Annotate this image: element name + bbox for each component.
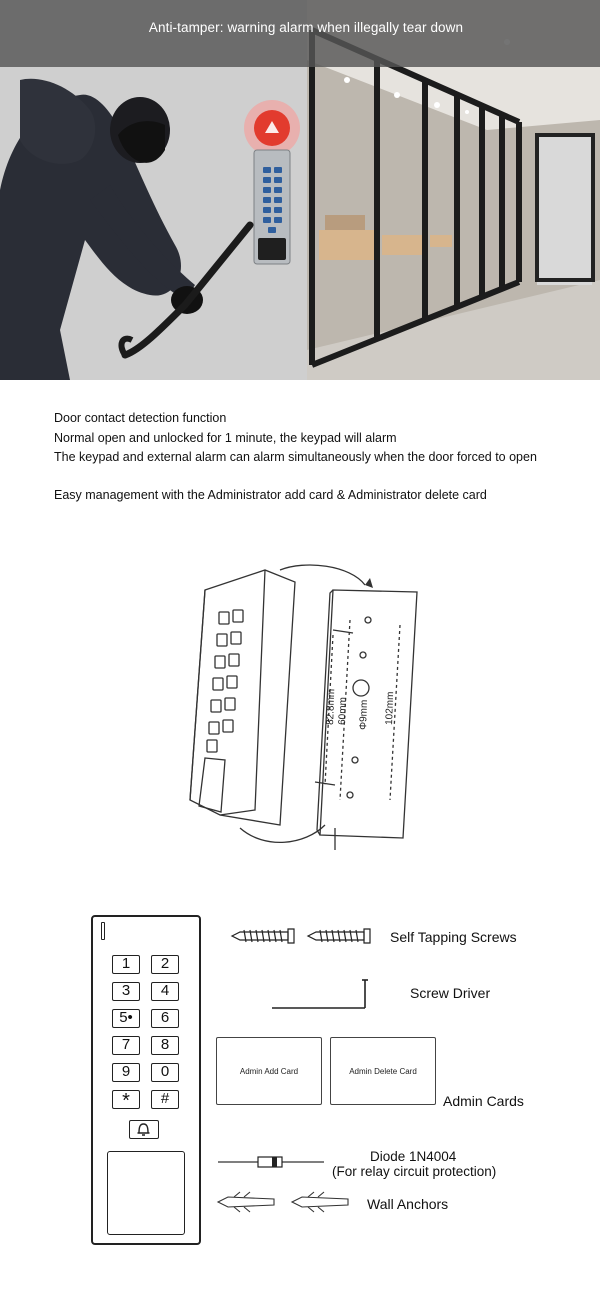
feature-admin-cards: Easy management with the Administrator add card & Administrator delete card xyxy=(54,488,487,502)
keypad-indicator-slot xyxy=(101,922,105,940)
keypad-drawing xyxy=(91,915,201,1245)
feature-simultaneous-alarm: The keypad and external alarm can alarm simultaneously when the door forced to open xyxy=(54,450,537,464)
wall-anchors-label: Wall Anchors xyxy=(367,1196,449,1212)
key-5: 5• xyxy=(112,1009,140,1028)
wall-anchor-icon xyxy=(214,1190,359,1214)
admin-delete-card: Admin Delete Card xyxy=(330,1037,436,1105)
dim-total-label: 102mm xyxy=(384,691,397,726)
key-4: 4 xyxy=(151,982,179,1001)
key-8: 8 xyxy=(151,1036,179,1055)
key-1: 1 xyxy=(112,955,140,974)
key-7: 7 xyxy=(112,1036,140,1055)
hero-image xyxy=(0,0,600,380)
key-2: 2 xyxy=(151,955,179,974)
hero-caption: Anti-tamper: warning alarm when illegally tear down xyxy=(148,20,464,35)
bell-icon xyxy=(130,1121,157,1137)
key-0: 0 xyxy=(151,1063,179,1082)
key-star: * xyxy=(112,1090,140,1109)
card-reader-area xyxy=(107,1151,185,1235)
screws-label: Self Tapping Screws xyxy=(390,929,517,945)
diode-note: (For relay circuit protection) xyxy=(332,1164,497,1179)
dim-holes-label: 82.8mm xyxy=(325,688,338,726)
key-3: 3 xyxy=(112,982,140,1001)
diode-icon xyxy=(216,1154,326,1170)
screwdriver-label: Screw Driver xyxy=(410,985,491,1001)
key-9: 9 xyxy=(112,1063,140,1082)
key-6: 6 xyxy=(151,1009,179,1028)
installation-diagram xyxy=(185,560,425,850)
screw-icon xyxy=(228,925,373,947)
diode-label: Diode 1N4004 xyxy=(370,1149,457,1164)
dim-hole-diameter-label: Φ9mm xyxy=(358,699,371,731)
doorbell-key xyxy=(129,1120,159,1139)
screwdriver-icon xyxy=(270,975,375,1015)
dim-inner-label: 60mm xyxy=(337,696,349,726)
admin-add-card: Admin Add Card xyxy=(216,1037,322,1105)
feature-door-contact: Door contact detection function xyxy=(54,411,227,425)
key-hash: # xyxy=(151,1090,179,1109)
feature-normal-open-alarm: Normal open and unlocked for 1 minute, the keypad will alarm xyxy=(54,431,397,445)
admin-cards-label: Admin Cards xyxy=(443,1093,524,1109)
